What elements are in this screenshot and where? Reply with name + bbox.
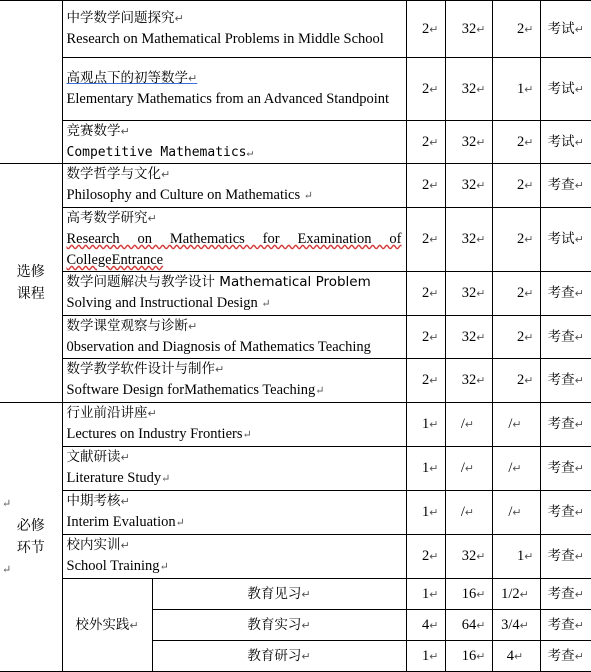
- assessment-cell: 考查↵: [540, 535, 591, 579]
- hours-cell: 32↵: [445, 359, 492, 403]
- table-row: [0, 121, 591, 164]
- semester-cell: 1/2↵: [492, 579, 540, 610]
- off-campus-practice-cell: 校外实践↵: [62, 579, 152, 672]
- assessment-cell: 考试↵: [540, 58, 591, 121]
- hours-cell: 32↵: [445, 1, 492, 58]
- hours-cell: 16↵: [445, 641, 492, 672]
- credits-cell: 1↵: [406, 447, 445, 491]
- credits-cell: 2↵: [406, 1, 445, 58]
- assessment-cell: 考试↵: [540, 121, 591, 164]
- course-name-cell: 文献研读↵ Literature Study↵: [62, 447, 406, 491]
- credits-cell: 4↵: [406, 610, 445, 641]
- hours-cell: 32↵: [445, 272, 492, 316]
- sub-item-name: 教育研习↵: [152, 641, 406, 672]
- table-row: [0, 535, 591, 579]
- course-name-cell: 数学教学软件设计与制作↵ Software Design forMathematics Teaching↵: [62, 359, 406, 403]
- category-required: ↵ 必修环节 ↵: [0, 403, 62, 672]
- hours-cell: 32↵: [445, 121, 492, 164]
- table-row: [0, 359, 591, 403]
- table-row: [0, 164, 591, 208]
- assessment-cell: 考查↵: [540, 447, 591, 491]
- semester-cell: 1↵: [492, 535, 540, 579]
- hours-cell: 32↵: [445, 535, 492, 579]
- table-row: [0, 272, 591, 316]
- assessment-cell: 考试↵: [540, 1, 591, 58]
- table-row: [0, 491, 591, 535]
- credits-cell: 2↵: [406, 121, 445, 164]
- category-cell-top: [0, 1, 62, 164]
- assessment-cell: 考查↵: [540, 641, 591, 672]
- table-row: [0, 58, 591, 121]
- semester-cell: 1↵: [492, 58, 540, 121]
- assessment-cell: 考查↵: [540, 316, 591, 359]
- credits-cell: 2↵: [406, 164, 445, 208]
- table-row: [0, 403, 591, 447]
- semester-cell: 2↵: [492, 164, 540, 208]
- sub-item-name: 教育见习↵: [152, 579, 406, 610]
- hours-cell: 64↵: [445, 610, 492, 641]
- semester-cell: 2↵: [492, 1, 540, 58]
- semester-cell: 4↵: [492, 641, 540, 672]
- hours-cell: 32↵: [445, 316, 492, 359]
- assessment-cell: 考查↵: [540, 610, 591, 641]
- credits-cell: 2↵: [406, 316, 445, 359]
- hours-cell: /↵: [445, 447, 492, 491]
- course-name-cell: 中学数学问题探究↵ Research on Mathematical Problems in Middle School: [62, 1, 406, 58]
- table-row: [0, 1, 591, 58]
- hours-cell: /↵: [445, 403, 492, 447]
- assessment-cell: 考试↵: [540, 208, 591, 272]
- hours-cell: /↵: [445, 491, 492, 535]
- assessment-cell: 考查↵: [540, 491, 591, 535]
- hours-cell: 16↵: [445, 579, 492, 610]
- credits-cell: 2↵: [406, 208, 445, 272]
- table-row: [0, 316, 591, 359]
- assessment-cell: 考查↵: [540, 579, 591, 610]
- credits-cell: 2↵: [406, 535, 445, 579]
- semester-cell: /↵: [492, 403, 540, 447]
- semester-cell: 2↵: [492, 208, 540, 272]
- table-row: [0, 447, 591, 491]
- course-name-cell: 数学哲学与文化↵ Philosophy and Culture on Mathematics ↵: [62, 164, 406, 208]
- course-name-cell: 高考数学研究↵ Research on Mathematics for Examination of CollegeEntrance: [62, 208, 406, 272]
- category-elective: 选修课程: [0, 164, 62, 403]
- hours-cell: 32↵: [445, 208, 492, 272]
- course-name-cell: 行业前沿讲座↵ Lectures on Industry Frontiers↵: [62, 403, 406, 447]
- credits-cell: 1↵: [406, 491, 445, 535]
- hours-cell: 32↵: [445, 58, 492, 121]
- credits-cell: 1↵: [406, 641, 445, 672]
- semester-cell: 2↵: [492, 272, 540, 316]
- hours-cell: 32↵: [445, 164, 492, 208]
- course-name-cell: 数学问题解决与教学设计 Mathematical Problem Solving and Instructional Design ↵: [62, 272, 406, 316]
- course-name-cell: 中期考核↵ Interim Evaluation↵: [62, 491, 406, 535]
- credits-cell: 1↵: [406, 403, 445, 447]
- credits-cell: 1↵: [406, 579, 445, 610]
- semester-cell: 2↵: [492, 359, 540, 403]
- assessment-cell: 考查↵: [540, 359, 591, 403]
- assessment-cell: 考查↵: [540, 403, 591, 447]
- semester-cell: 2↵: [492, 316, 540, 359]
- course-name-cell: 高观点下的初等数学↵ Elementary Mathematics from an Advanced Standpoint: [62, 58, 406, 121]
- credits-cell: 2↵: [406, 272, 445, 316]
- semester-cell: 3/4↵: [492, 610, 540, 641]
- semester-cell: 2↵: [492, 121, 540, 164]
- table-row: [0, 208, 591, 272]
- course-name-cell: 校内实训↵ School Training↵: [62, 535, 406, 579]
- credits-cell: 2↵: [406, 58, 445, 121]
- course-name-cell: 数学课堂观察与诊断↵ 0bservation and Diagnosis of Mathematics Teaching: [62, 316, 406, 359]
- sub-item-name: 教育实习↵: [152, 610, 406, 641]
- course-name-cell: 竞赛数学↵ Competitive Mathematics↵: [62, 121, 406, 164]
- semester-cell: /↵: [492, 491, 540, 535]
- semester-cell: /↵: [492, 447, 540, 491]
- table-row: [0, 579, 591, 610]
- assessment-cell: 考查↵: [540, 164, 591, 208]
- credits-cell: 2↵: [406, 359, 445, 403]
- assessment-cell: 考查↵: [540, 272, 591, 316]
